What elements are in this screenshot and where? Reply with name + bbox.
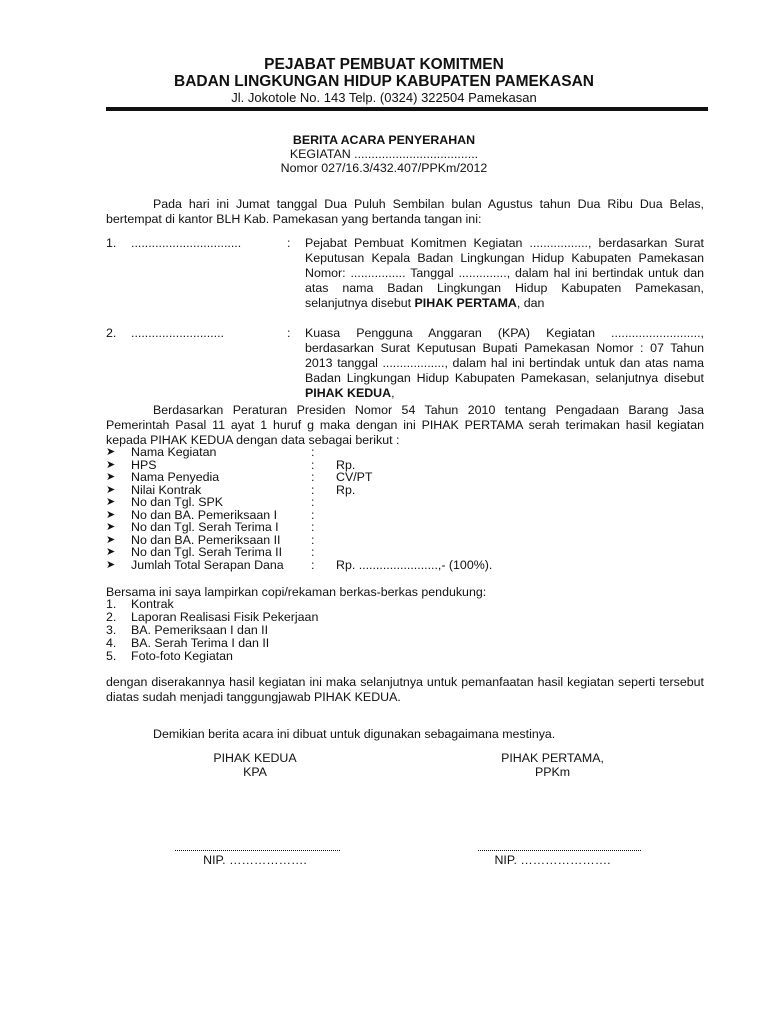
intro-paragraph: Pada hari ini Jumat tanggal Dua Puluh Sembilan bulan Agustus tahun Dua Ribu Dua Belas, bertempat di kantor BLH Kab. Pamekasan yang bertanda tangan ini: (106, 197, 704, 226)
document-page: PEJABAT PEMBUAT KOMITMEN BADAN LINGKUNGAN HIDUP KABUPATEN PAMEKASAN Jl. Jokotole No. 143 Telp. (0324) 322504 Pamekasan BERITA ACARA PENYERAHAN KEGIATAN .................................... Nomor 027/16.3/432.407/PPKm/2012 Pada hari ini Jumat tanggal Dua Puluh Sembilan bulan Agustus tahun Dua Ribu Dua Belas, bertempat di kantor BLH Kab. Pamekasan yang bertanda tangan ini: 1. ................................ : Pejabat Pembuat Komitmen Kegiatan ................., berdasarkan Surat Keputusan Kepala Badan Lingkungan Hidup Kabupaten Pamekasan Nomor: ................ Tanggal .............., dalam hal ini bertindak untuk dan atas nama Badan Lingkungan Hidup Kabupaten Pamekasan, selanjutnya disebut PIHAK PERTAMA, dan 2. ........................... : Kuasa Pengguna Anggaran (KPA) Kegiatan .........................., berdasarkan Surat Keputusan Bupati Pamekasan Nomor : 07 Tahun 2013 tanggal .................., dalam hal ini bertindak untuk dan atas nama Badan Lingkungan Hidup Kabupaten Pamekasan, selanjutnya disebut PIHAK KEDUA, Berdasarkan Peraturan Presiden Nomor 54 Tahun 2010 tentang Pengadaan Barang Jasa Pemerintah Pasal 11 ayat 1 huruf g maka dengan ini PIHAK PERTAMA serah terimakan hasil kegiatan kepada PIHAK KEDUA dengan data sebagai berikut : ➤ Nama Kegiatan : ➤ HPS : Rp. ➤ Nama Penyedia : CV/PT ➤ Nilai Kontrak : Rp. ➤ No dan Tgl. SPK : ➤ No dan BA. Pemeriksaan I : ➤ No dan Tgl. Serah Terima I : ➤ No dan BA. Pemeriksaan II : ➤ No dan Tgl. Serah Terima II : ➤ Jumlah Total Serapan Dana : Rp. .......................,- (100%). Bersama ini saya lampirkan copi/rekaman berkas-berkas pendukung: 1. Kontrak 2. Laporan Realisasi Fisik Pekerjaan 3. BA. Pemeriksaan I dan II 4. BA. Serah Terima I dan II 5. Foto-foto Kegiatan dengan diserakannya hasil kegiatan ini maka selanjutnya untuk pemanfaatan hasil kegiatan seperti tersebut diatas sudah menjadi tanggungjawab PIHAK KEDUA. Demikian berita acara ini dibuat untuk digunakan sebagaimana mestinya. PIHAK KEDUA KPA NIP. ………………. PIHAK PERTAMA, PPKm NIP. …………………. (0, 0, 768, 1024)
signature-right-line (478, 849, 641, 851)
arrow-bullet-icon: ➤ (106, 483, 116, 496)
arrow-bullet-icon: ➤ (106, 546, 116, 558)
party1-name: ................................ (131, 236, 242, 250)
party2-colon: : (287, 326, 291, 340)
header-address: Jl. Jokotole No. 143 Telp. (0324) 322504 Pamekasan (231, 90, 537, 105)
arrow-bullet-icon: ➤ (106, 558, 116, 571)
header-line1: PEJABAT PEMBUAT KOMITMEN (264, 56, 504, 73)
party2-name: ........................... (131, 326, 224, 340)
pihak-kedua-label: PIHAK KEDUA (305, 386, 392, 400)
signature-left-line (175, 849, 340, 851)
closing-paragraph: dengan diserakannya hasil kegiatan ini maka selanjutnya untuk pemanfaatan hasil kegiatan seperti tersebut diatas sudah menjadi tanggungjawab PIHAK KEDUA. (106, 675, 704, 704)
document-number: Nomor 027/16.3/432.407/PPKm/2012 (280, 161, 488, 175)
party1-colon: : (287, 236, 291, 250)
signature-left-role: PIHAK KEDUA (213, 751, 297, 765)
signature-right-nip: NIP. …………………. (494, 853, 611, 867)
arrow-bullet-icon: ➤ (106, 446, 116, 458)
signature-right-title: PPKm (534, 765, 571, 779)
header-divider (106, 107, 708, 111)
party2-description: Kuasa Pengguna Anggaran (KPA) Kegiatan .........................., berdasarkan Surat Keputusan Bupati Pamekasan Nomor : 07 Tahun 2013 tanggal .................., dalam hal ini bertindak untuk dan atas nama Badan Lingkungan Hidup Kabupaten Pamekasan, selanjutnya disebut PIHAK KEDUA, (305, 326, 704, 400)
document-kegiatan: KEGIATAN .................................... (289, 147, 479, 161)
document-title: BERITA ACARA PENYERAHAN (292, 133, 476, 147)
arrow-bullet-icon: ➤ (106, 533, 116, 546)
party2-number: 2. (106, 326, 117, 340)
closing-statement: Demikian berita acara ini dibuat untuk digunakan sebagaimana mestinya. (153, 727, 556, 741)
arrow-bullet-icon: ➤ (106, 521, 116, 533)
party1-number: 1. (106, 236, 117, 250)
signature-right-role: PIHAK PERTAMA, (501, 751, 604, 765)
header-line2: BADAN LINGKUNGAN HIDUP KABUPATEN PAMEKASAN (174, 73, 594, 90)
signature-left-title: KPA (243, 765, 267, 779)
arrow-bullet-icon: ➤ (106, 496, 116, 508)
arrow-bullet-icon: ➤ (106, 458, 116, 471)
signature-left-nip: NIP. ………………. (203, 853, 307, 867)
attachments-intro: Bersama ini saya lampirkan copi/rekaman berkas-berkas pendukung: (106, 585, 487, 599)
basis-paragraph: Berdasarkan Peraturan Presiden Nomor 54 Tahun 2010 tentang Pengadaan Barang Jasa Pemerintah Pasal 11 ayat 1 huruf g maka dengan ini PIHAK PERTAMA serah terimakan hasil kegiatan kepada PIHAK KEDUA dengan data sebagai berikut : (106, 403, 704, 447)
pihak-pertama-label: PIHAK PERTAMA (414, 296, 517, 310)
arrow-bullet-icon: ➤ (106, 471, 116, 483)
arrow-bullet-icon: ➤ (106, 508, 116, 521)
party1-description: Pejabat Pembuat Komitmen Kegiatan ................., berdasarkan Surat Keputusan Kepala Badan Lingkungan Hidup Kabupaten Pamekasan Nomor: ................ Tanggal .............., dalam hal ini bertindak untuk dan atas nama Badan Lingkungan Hidup Kabupaten Pamekasan, selanjutnya disebut PIHAK PERTAMA, dan (305, 236, 704, 310)
